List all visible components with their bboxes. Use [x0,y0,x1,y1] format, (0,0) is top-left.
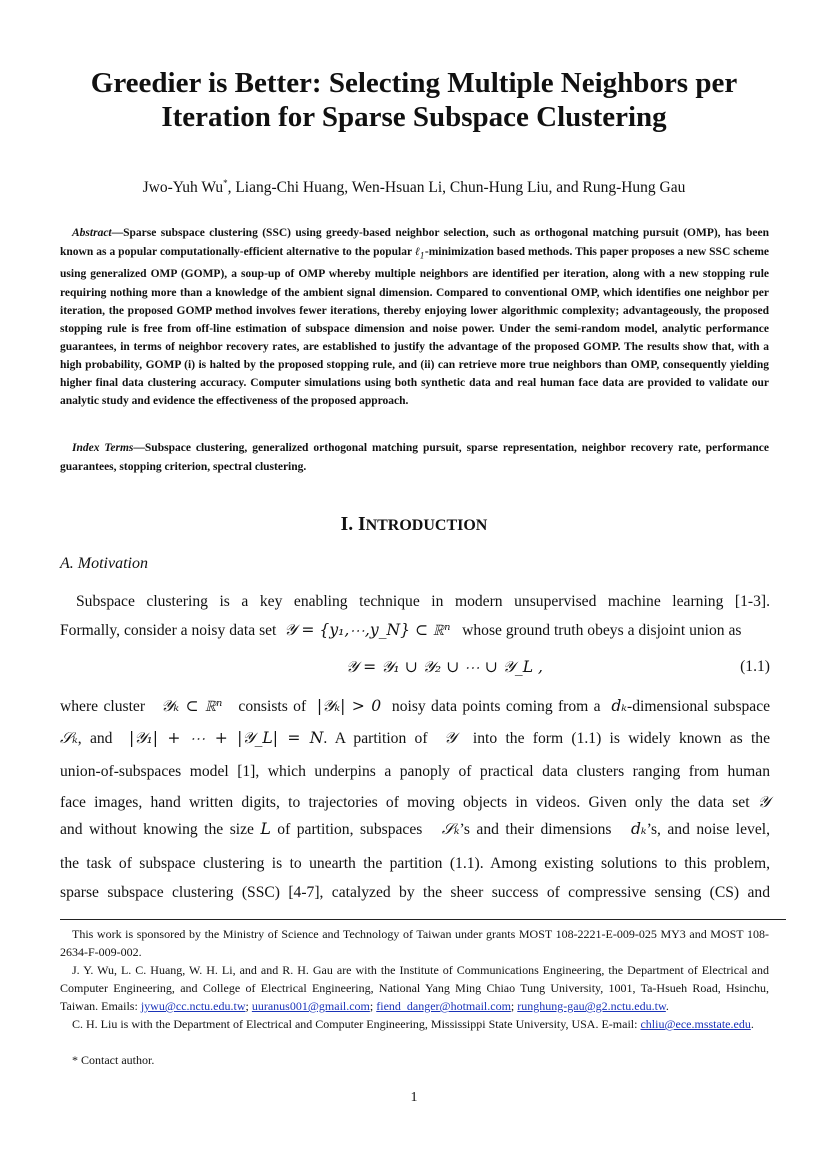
body-line: the task of subspace clustering is to unearth the partition (1.1). Among existing solutions to this problem, [60,855,770,872]
footnote-affiliation-2: C. H. Liu is with the Department of Electrical and Computer Engineering, Mississippi State University, USA. E-mail: chliu@ece.msstate.edu. [72,1017,754,1031]
equation-1-1 [60,658,770,680]
body-line: where cluster 𝒴ₖ ⊂ ℝⁿ consists of |𝒴ₖ| > 0 noisy data points coming from a dₖ-dimensional subspace [60,697,771,715]
page-number: 1 [410,1090,418,1105]
paper-title [40,66,788,134]
body-line: union-of-subspaces model [1], which underpins a panoply of practical data clusters ranging from human [60,763,770,780]
abstract [60,224,769,410]
index-terms [60,439,769,476]
other-authors: , Liang-Chi Huang, Wen-Hsuan Li, Chun-Hung Liu, and Rung-Hung Gau [227,179,686,196]
body-line: sparse subspace clustering (SSC) [4-7], catalyzed by the sheer success of compressive sensing (CS) and [60,884,770,901]
body-line: Subspace clustering is a key enabling technique in modern unsupervised machine learning [1-3]. [76,593,770,610]
email-link[interactable]: runghung-gau@g2.nctu.edu.tw [517,999,666,1013]
email-link[interactable]: chliu@ece.msstate.edu [640,1017,751,1031]
abstract-label: Abstract [72,227,112,239]
footnote-affiliation: J. Y. Wu, L. C. Huang, W. H. Li, and and R. H. Gau are with the Institute of Communications Engineering, the Department of Electrical and Computer Engineering, and College of Electrical Engineering, National Yang Ming Chiao Tung University, 1001, Ta-Hsueh Road, Hsinchu, Taiwan. Emails: jywu@cc.nctu.edu.tw; uuranus001@gmail.com; fiend_danger@hotmail.com; runghung-gau@g2.nctu.edu.tw. [60,963,769,1013]
email-link[interactable]: uuranus001@gmail.com [251,999,370,1013]
index-terms-label: Index Terms [72,442,134,454]
equation-formula: 𝒴 = 𝒴₁ ∪ 𝒴₂ ∪ ⋯ ∪ 𝒴_L , [346,658,543,676]
dataset-math: 𝒴 = {y₁,⋯,y_N} ⊂ ℝⁿ [284,621,451,639]
abstract-text-1: —Sparse subspace clustering (SSC) using greedy-based neighbor selection, such as orthogonal matching pursuit (OMP), has been known as a popular computationally-efficient alternative to the popular [60,227,769,259]
first-author: Jwo-Yuh Wu [142,179,224,196]
abstract-text-2: -minimization based methods. This paper proposes a new SSC scheme using generalized OMP (GOMP), a soup-up of OMP whereby multiple neighbors are identified per iteration, along with a new stopping rule requiring nothing more than a knowledge of the ambient signal dimension. Compared to conventional OMP, which identifies one neighbor per iteration, the proposed GOMP method involves fewer iterations, thereby enjoying lower algorithmic complexity; advantageously, the proposed stopping rule is free from off-line estimation of subspace dimension and noise power. Under the semi-random model, analytic performance guarantees, in terms of neighbor recovery rates, are established to justify the advantage of the proposed GOMP. The results show that, with a high probability, GOMP (i) is halted by the proposed stopping rule, and (ii) can retrieve more true neighbors than OMP, consequently yielding higher final data clustering accuracy. Computer simulations using both synthetic data and real human face data are provided to validate our analytic study and evidence the effectiveness of the proposed approach. [60,246,770,408]
title-line-1: Greedier is Better: Selecting Multiple Neighbors per [90,67,738,99]
equation-number: (1.1) [740,658,770,675]
author-list [40,173,788,198]
body-line: Formally, consider a noisy data set 𝒴 = {y₁,⋯,y_N} ⊂ ℝⁿ whose ground truth obeys a disjoint union as [60,621,742,639]
footnote-funding: This work is sponsored by the Ministry of Science and Technology of Taiwan under grants MOST 108-2221-E-009-025 MY3 and MOST 108-2634-F-009-002. [60,927,769,959]
body-line: 𝒮ₖ, and |𝒴₁| + ⋯ + |𝒴_L| = N. A partition of 𝒴 into the form (1.1) is widely known as the [60,729,771,747]
footnote-contact: * Contact author. [72,1053,155,1067]
email-link[interactable]: fiend_danger@hotmail.com [376,999,511,1013]
email-link[interactable]: jywu@cc.nctu.edu.tw [140,999,246,1013]
contact-author-mark: * [223,178,228,188]
section-heading-introduction: I. INTRODUCTION [340,514,488,535]
body-line: and without knowing the size L of partition, subspaces 𝒮ₖ’s and their dimensions dₖ’s, and noise level, [60,820,770,838]
index-terms-text: —Subspace clustering, generalized orthogonal matching pursuit, sparse representation, neighbor recovery rate, performance guarantees, stopping criterion, spectral clustering. [60,442,769,473]
title-line-2: Iteration for Sparse Subspace Clustering [161,101,667,133]
body-line: face images, hand written digits, to trajectories of moving objects in videos. Given only the data set 𝒴 [60,793,770,811]
subsection-heading-motivation: A. Motivation [60,555,148,572]
footnote-separator [60,919,786,920]
ell-symbol: ℓ$_1$ [414,244,425,261]
